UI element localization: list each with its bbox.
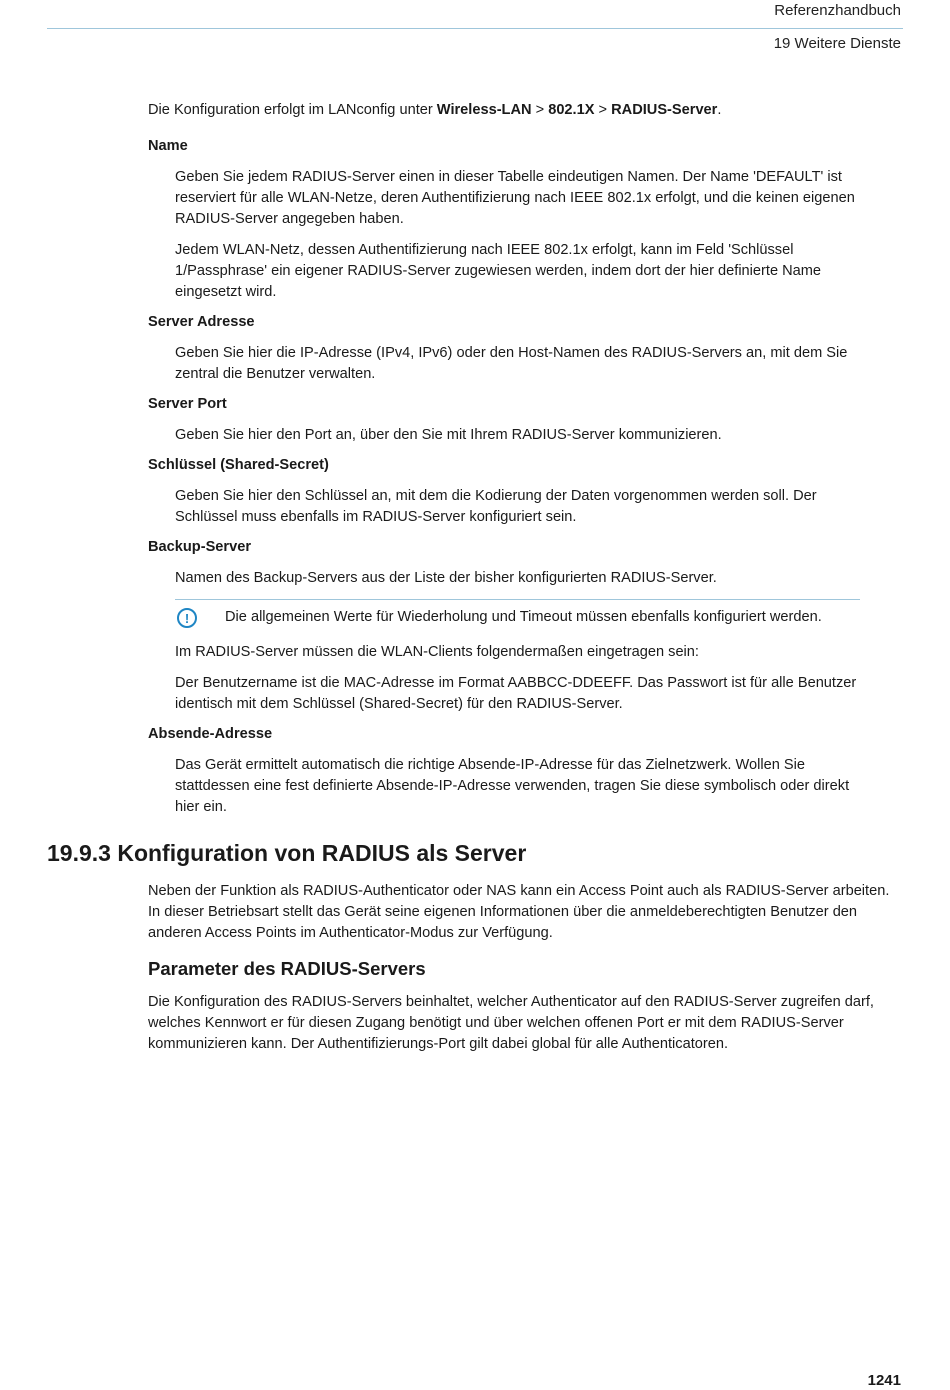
menu-path-separator: > xyxy=(594,102,612,118)
term-server-address: Server Adresse xyxy=(148,314,255,330)
section-heading: 19.9.3 Konfiguration von RADIUS als Server xyxy=(47,840,527,866)
running-header-chapter: 19 Weitere Dienste xyxy=(773,35,901,52)
definition-paragraph: Namen des Backup-Servers aus der Liste der bisher konfigurierten RADIUS-Server. xyxy=(175,570,717,586)
intro-suffix: . xyxy=(717,102,722,118)
running-header-title: Referenzhandbuch xyxy=(774,2,901,19)
definition-sender-address xyxy=(175,755,860,818)
section-body xyxy=(148,881,903,1055)
definition-shared-secret xyxy=(175,486,860,528)
page-number: 1241 xyxy=(867,1372,901,1389)
term-shared-secret: Schlüssel (Shared-Secret) xyxy=(148,457,329,473)
definition-paragraph: Geben Sie jedem RADIUS-Server einen in dieser Tabelle eindeutigen Namen. Der Name 'DEFAULT' ist reserviert für alle WLAN-Netze, deren Authentifizierung nach IEEE 802.1x erfolgt, und die keinen eigenen RADIUS-Server angegeben haben. xyxy=(175,169,855,227)
term-name: Name xyxy=(148,138,188,154)
definition-backup-server xyxy=(175,568,860,715)
subsection-heading: Parameter des RADIUS-Servers xyxy=(148,958,426,979)
definition-name xyxy=(175,167,860,303)
term-backup-server: Backup-Server xyxy=(148,539,252,555)
term-sender-address: Absende-Adresse xyxy=(148,726,273,742)
definition-paragraph: Jedem WLAN-Netz, dessen Authentifizierung nach IEEE 802.1x erfolgt, kann im Feld 'Schlüssel 1/Passphrase' ein eigener RADIUS-Server zugewiesen werden, indem dort der hier definierte Name eingesetzt wird. xyxy=(175,242,822,300)
menu-path-wireless-lan: Wireless-LAN xyxy=(436,102,532,118)
intro-text: Die Konfiguration erfolgt im LANconfig unter xyxy=(148,102,437,118)
header-divider xyxy=(47,28,903,29)
info-icon: ! xyxy=(177,608,197,628)
definition-paragraph: Das Gerät ermittelt automatisch die richtige Absende-IP-Adresse für das Zielnetzwerk. Wollen Sie stattdessen eine fest definierte Absende-IP-Adresse verwenden, tragen Sie diese symbolisch oder direkt hier ein. xyxy=(175,757,850,815)
menu-path-separator: > xyxy=(531,102,549,118)
definition-server-address xyxy=(175,343,860,385)
menu-path-radius-server: RADIUS-Server xyxy=(611,102,718,118)
main-content xyxy=(148,100,860,827)
section-paragraph: Neben der Funktion als RADIUS-Authenticator oder NAS kann ein Access Point auch als RADIUS-Server arbeiten. In dieser Betriebsart stellt das Gerät seine eigenen Informationen über die anmeldeberechtigten Benutzer den anderen Access Points im Authenticator-Modus zur Verfügung. xyxy=(148,883,890,941)
definition-paragraph: Geben Sie hier den Port an, über den Sie mit Ihrem RADIUS-Server kommunizieren. xyxy=(175,427,722,443)
term-server-port: Server Port xyxy=(148,396,227,412)
definition-paragraph: Im RADIUS-Server müssen die WLAN-Clients folgendermaßen eingetragen sein: xyxy=(175,644,699,660)
note-text: Die allgemeinen Werte für Wiederholung und Timeout müssen ebenfalls konfiguriert werden. xyxy=(225,609,822,625)
definition-server-port xyxy=(175,425,860,446)
definition-paragraph: Geben Sie hier die IP-Adresse (IPv4, IPv6) oder den Host-Namen des RADIUS-Servers an, mit dem Sie zentral die Benutzer verwalten. xyxy=(175,345,848,382)
note-box xyxy=(175,599,860,628)
section-radius-server xyxy=(47,838,903,1067)
menu-path-8021x: 802.1X xyxy=(548,102,595,118)
intro-paragraph xyxy=(148,100,860,121)
definition-paragraph: Der Benutzername ist die MAC-Adresse im Format AABBCC-DDEEFF. Das Passwort ist für alle Benutzer identisch mit dem Schlüssel (Shared-Secret) für den RADIUS-Server. xyxy=(175,675,857,712)
definition-paragraph: Geben Sie hier den Schlüssel an, mit dem die Kodierung der Daten vorgenommen werden soll. Der Schlüssel muss ebenfalls im RADIUS-Server konfiguriert sein. xyxy=(175,488,817,525)
section-paragraph: Die Konfiguration des RADIUS-Servers beinhaltet, welcher Authenticator auf den RADIUS-Server zugreifen darf, welches Kennwort er für diesen Zugang benötigt und über welchen offenen Port er mit dem RADIUS-Server kommunizieren kann. Der Authentifizierungs-Port gilt dabei global für alle Authenticatoren. xyxy=(148,994,874,1052)
